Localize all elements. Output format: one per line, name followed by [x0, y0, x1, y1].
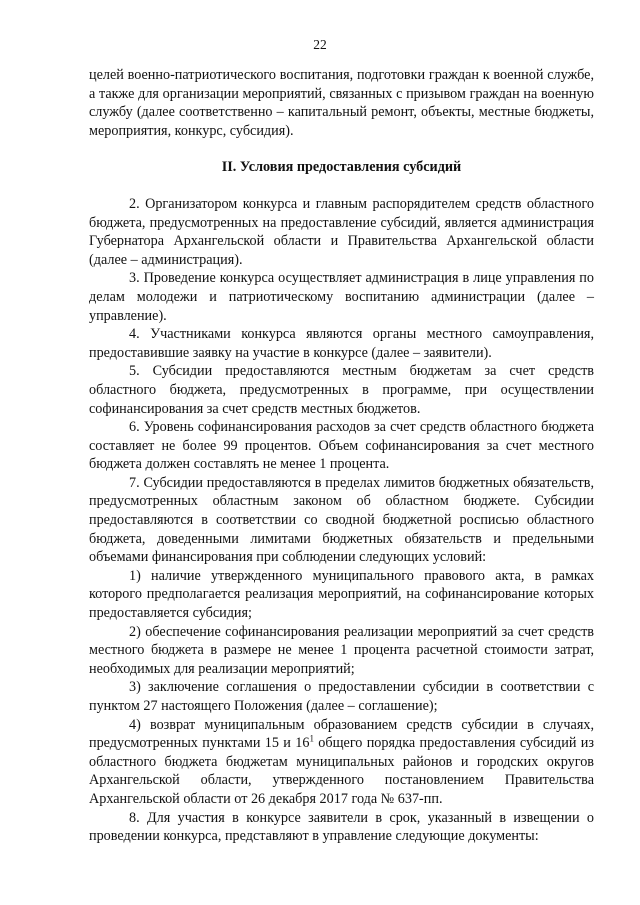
- document-body: [89, 66, 594, 846]
- condition-1: 1) наличие утвержденного муниципального правового акта, в рамках которого предполагается реализация мероприятий, на софинансирование которых предоставляется субсидия;: [89, 567, 594, 622]
- condition-4: [89, 716, 594, 809]
- paragraph-4: 4. Участниками конкурса являются органы местного самоуправления, предоставившие заявку на участие в конкурсе (далее – заявители).: [89, 326, 594, 361]
- paragraph-7: 7. Субсидии предоставляются в пределах лимитов бюджетных обязательств, предусмотренных областным законом об областном бюджете. Субсидии предоставляются в соответствии со сводной бюджетной росписью областного бюджета, доведенными лимитами бюджетных обязательств и предельными объемами финансирования при соблюдении следующих условий:: [89, 474, 594, 566]
- condition-4-text-start: 4) возврат муниципальным образованием средств субсидии в случаях, предусмотренных пунктами 15 и 16: [89, 716, 594, 752]
- intro-paragraph: целей военно-патриотического воспитания, подготовки граждан к военной службе, а также для организации мероприятий, связанных с призывом граждан на военную службу (далее соответственно – капитальный ремонт, объекты, местные бюджеты, мероприятия, конкурс, субсидия).: [89, 67, 594, 139]
- paragraph-5: 5. Субсидии предоставляются местным бюджетам за счет средств областного бюджета, предусмотренных в программе, при осуществлении софинансирования за счет средств местных бюджетов.: [89, 363, 594, 417]
- paragraph-2: 2. Организатором конкурса и главным распорядителем средств областного бюджета, предусмотренных на предоставление субсидий, является администрация Губернатора Архангельской области и Правительства Архангельской области (далее – администрация).: [89, 195, 594, 268]
- condition-2: 2) обеспечение софинансирования реализации мероприятий за счет средств местного бюджета в размере не менее 1 процента расчетной стоимости затрат, необходимых для реализации мероприятий;: [89, 623, 594, 677]
- section-heading: II. Условия предоставления субсидий: [221, 159, 462, 176]
- paragraph-6: 6. Уровень софинансирования расходов за счет средств областного бюджета составляет не более 99 процентов. Объем софинансирования за счет местного бюджета должен составлять не менее 1 процента.: [89, 419, 594, 473]
- condition-4-text-end: общего порядка предоставления субсидий из областного бюджета бюджетам муниципальных районов и городских округов Архангельской области, утвержденного постановлением Правительства Архангельской области от 26 декабря 2017 года № 637-пп.: [89, 735, 594, 807]
- condition-4-superscript: 1: [309, 733, 314, 744]
- page-number: 22: [313, 37, 327, 52]
- condition-3: 3) заключение соглашения о предоставлении субсидии в соответствии с пунктом 27 настоящего Положения (далее – соглашение);: [89, 679, 594, 714]
- paragraph-8: 8. Для участия в конкурсе заявители в срок, указанный в извещении о проведении конкурса, представляют в управление следующие документы:: [89, 809, 594, 845]
- paragraph-3: 3. Проведение конкурса осуществляет администрация в лице управления по делам молодежи и патриотическому воспитанию администрации (далее – управление).: [89, 270, 594, 324]
